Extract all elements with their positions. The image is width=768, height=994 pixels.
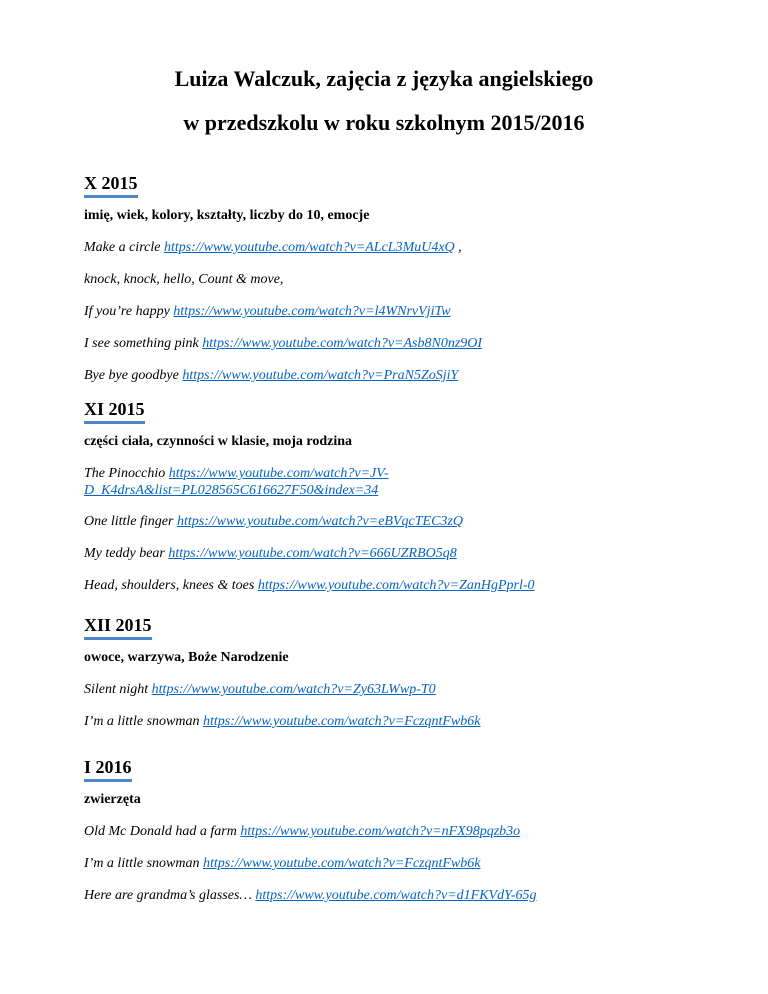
song-title: I’m a little snowman bbox=[84, 856, 203, 871]
song-link[interactable]: https://www.youtube.com/watch?v=nFX98pqzb3o bbox=[240, 824, 521, 839]
song-title: The Pinocchio bbox=[84, 466, 169, 481]
section-heading: XI 2015 bbox=[84, 398, 145, 424]
section-topic: zwierzęta bbox=[84, 792, 141, 807]
song-entry bbox=[84, 465, 604, 499]
section-topic: imię, wiek, kolory, kształty, liczby do 10, emocje bbox=[84, 208, 370, 223]
song-title: Make a circle bbox=[84, 240, 164, 255]
song-link[interactable]: https://www.youtube.com/watch?v=ALcL3MuU4xQ bbox=[163, 240, 455, 255]
song-title: Bye bye goodbye bbox=[84, 368, 183, 383]
song-title: My teddy bear bbox=[84, 546, 169, 561]
song-link[interactable]: https://www.youtube.com/watch?v=666UZRBO5q8 bbox=[168, 546, 457, 561]
song-link[interactable]: https://www.youtube.com/watch?v=ZanHgPprl-0 bbox=[257, 578, 535, 593]
song-entry bbox=[84, 271, 684, 289]
song-entry bbox=[84, 577, 684, 595]
song-link[interactable]: https://www.youtube.com/watch?v=PraN5ZoSjiY bbox=[182, 368, 459, 383]
song-title: One little finger bbox=[84, 514, 177, 529]
song-title: Here are grandma’s glasses… bbox=[84, 888, 256, 903]
section-topic: owoce, warzywa, Boże Narodzenie bbox=[84, 650, 289, 665]
song-link[interactable]: https://www.youtube.com/watch?v=l4WNrvVjiTw bbox=[173, 304, 451, 319]
song-link[interactable]: https://www.youtube.com/watch?v=Asb8N0nz9OI bbox=[202, 336, 483, 351]
section-topic: części ciała, czynności w klasie, moja rodzina bbox=[84, 434, 353, 449]
song-title: Old Mc Donald had a farm bbox=[84, 824, 241, 839]
section-heading: X 2015 bbox=[84, 172, 138, 198]
song-title: If you’re happy bbox=[84, 304, 174, 319]
section-x-2015 bbox=[84, 172, 684, 385]
song-entry bbox=[84, 855, 684, 873]
song-entry bbox=[84, 545, 684, 563]
song-entry bbox=[84, 367, 684, 385]
song-link[interactable]: https://www.youtube.com/watch?v=FczqntFwb6k bbox=[203, 714, 481, 729]
song-entry bbox=[84, 335, 684, 353]
song-trail: , bbox=[454, 240, 462, 255]
document-title-line-2: w przedszkolu w roku szkolnym 2015/2016 bbox=[183, 110, 585, 135]
song-link[interactable]: https://www.youtube.com/watch?v=JV-D_K4drsA&list=PL028565C616627F50&index=34 bbox=[84, 466, 389, 498]
song-title: Head, shoulders, knees & toes bbox=[84, 578, 258, 593]
song-link[interactable]: https://www.youtube.com/watch?v=Zy63LWwp-T0 bbox=[151, 682, 436, 697]
song-link[interactable]: https://www.youtube.com/watch?v=FczqntFwb6k bbox=[203, 856, 481, 871]
song-title: I’m a little snowman bbox=[84, 714, 203, 729]
song-link[interactable]: https://www.youtube.com/watch?v=eBVqcTEC3zQ bbox=[176, 514, 463, 529]
song-title: knock, knock, hello, Count & move, bbox=[84, 272, 284, 287]
section-heading: I 2016 bbox=[84, 756, 132, 782]
song-title: Silent night bbox=[84, 682, 152, 697]
song-entry bbox=[84, 303, 684, 321]
song-entry bbox=[84, 887, 684, 905]
section-xi-2015 bbox=[84, 398, 684, 595]
section-heading: XII 2015 bbox=[84, 614, 152, 640]
song-link[interactable]: https://www.youtube.com/watch?v=d1FKVdY-65g bbox=[255, 888, 537, 903]
song-entry bbox=[84, 513, 684, 531]
song-title: I see something pink bbox=[84, 336, 203, 351]
song-entry bbox=[84, 823, 684, 841]
section-i-2016 bbox=[84, 756, 684, 905]
song-entry bbox=[84, 713, 684, 731]
section-xii-2015 bbox=[84, 614, 684, 731]
song-entry bbox=[84, 239, 684, 257]
document-title-line-1: Luiza Walczuk, zajęcia z języka angielskiego bbox=[174, 66, 594, 91]
song-entry bbox=[84, 681, 684, 699]
